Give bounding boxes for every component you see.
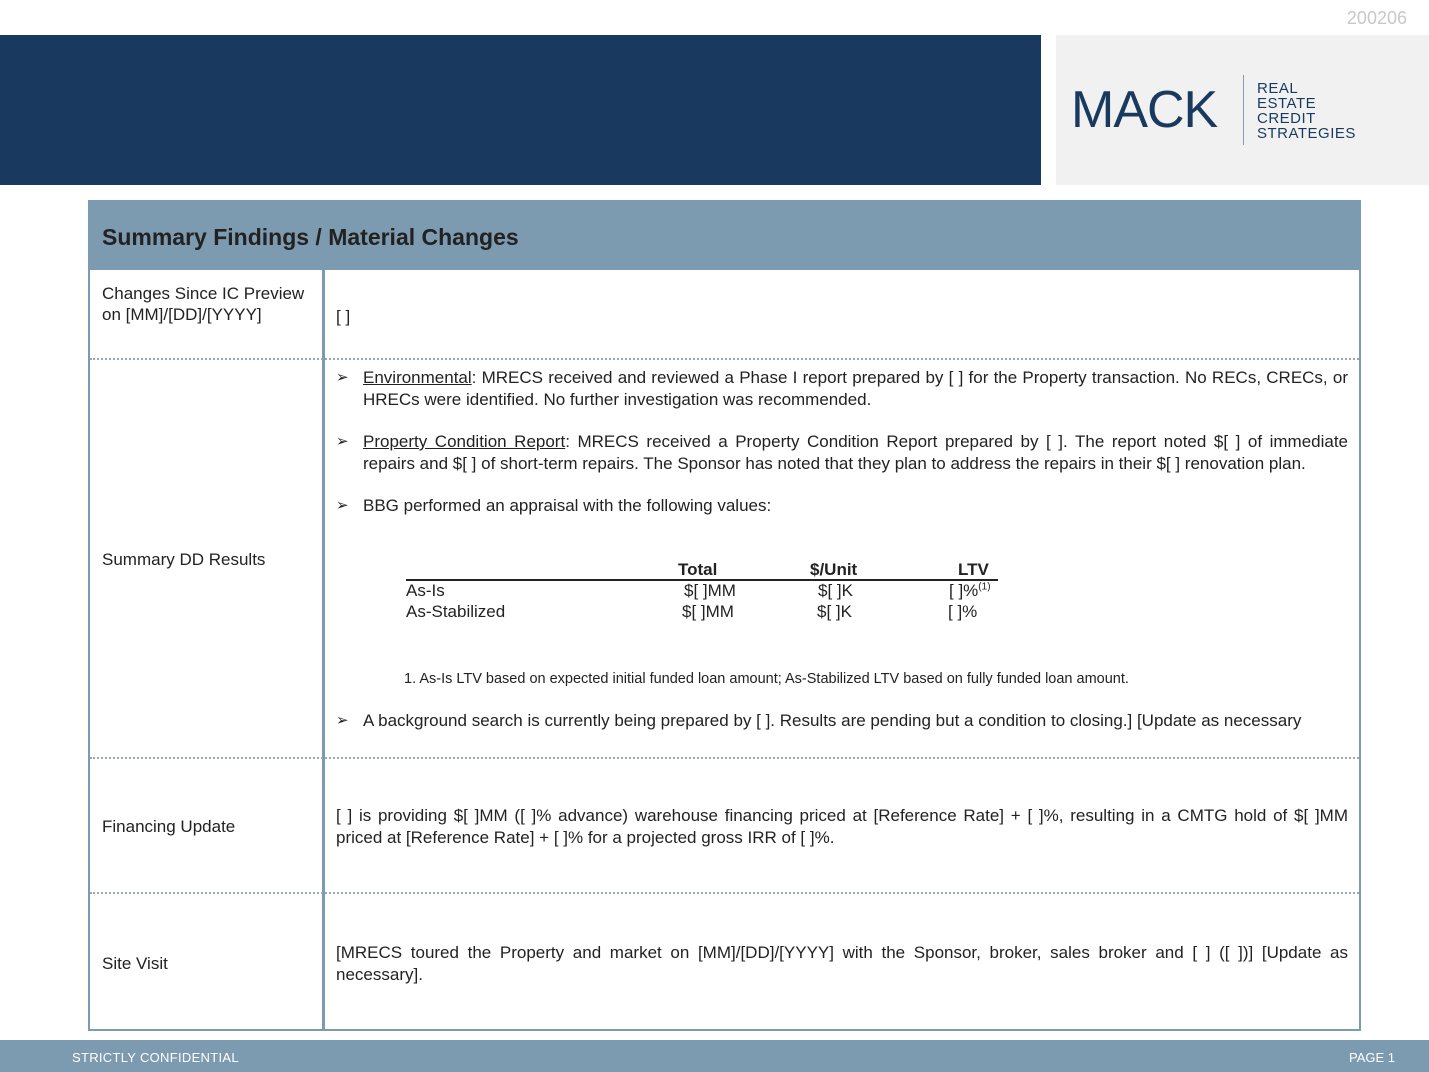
appraisal-per-unit: $[ ]K [817,602,852,621]
logo-wordmark: MACK [1071,81,1218,139]
appraisal-ltv: [ ]% [948,602,978,621]
bullet-arrow-icon: ➢ [336,497,349,514]
appraisal-footnote: 1. As-Is LTV based on expected initial funded loan amount; As-Stabilized LTV based on fully funded loan amount. [404,671,1129,687]
bullet-arrow-icon: ➢ [336,433,349,450]
summary-table [88,200,1361,1031]
pcr-text: : MRECS received a Property Condition Report prepared by [ ]. The report noted $[ ] of immediate repairs and $[ ] of short-term repairs. The Sponsor has noted that they plan to address the repairs in their $[ ] renovation plan. [363,432,1349,473]
document-number: 200206 [1346,8,1407,28]
row-divider [90,358,1359,360]
row-divider [90,757,1359,759]
confidential-notice: STRICTLY CONFIDENTIAL [72,1050,239,1065]
logo-line: CREDIT [1257,110,1316,127]
pcr-heading: Property Condition Report [363,432,566,451]
bullet-appraisal [336,495,1348,517]
appraisal-total: $[ ]MM [682,602,734,621]
company-logo [1056,35,1429,185]
row-label-site: Site Visit [102,954,168,973]
header-total: Total [678,560,718,579]
bullet-background [336,710,1348,732]
logo-subtitle [1257,81,1356,141]
logo-divider [1243,75,1244,145]
ltv-value: [ ]% [949,581,979,600]
row-divider [90,892,1359,894]
page-footer [0,1040,1429,1072]
row-content-dd [336,367,1348,538]
appraisal-intro: BBG performed an appraisal with the following values: [363,496,772,515]
row-content-financing: [ ] is providing $[ ]MM ([ ]% advance) warehouse financing priced at [Reference Rate] + [ ]%, resulting in a CMTG hold of $[ ]MM priced at [Reference Rate] + [ ]% for a projected gross IRR of [ ]%. [336,806,1348,847]
row-label-changes: Changes Since IC Preview on [MM]/[DD]/[YYYY] [102,284,305,324]
bullet-environmental [336,367,1348,410]
page-number: PAGE 1 [1348,1050,1395,1065]
logo-line: ESTATE [1257,95,1317,112]
appraisal-row [406,602,998,623]
column-divider [322,270,325,1029]
ltv-footnote-marker: (1) [978,581,991,593]
row-label-financing: Financing Update [102,817,236,836]
environmental-text: : MRECS received and reviewed a Phase I report prepared by [ ] for the Property transaction. No RECs, CRECs, or HRECs were identified. No further investigation was recommended. [363,368,1348,409]
appraisal-ltv [949,581,991,601]
table-header [90,202,1359,270]
header-band [0,35,1041,185]
appraisal-row [406,581,998,602]
appraisal-row-label: As-Is [406,581,445,600]
header-per-unit: $/Unit [810,560,858,579]
appraisal-per-unit: $[ ]K [818,581,853,600]
background-text: A background search is currently being prepared by [ ]. Results are pending but a condition to closing.] [Update as necessary [363,711,1302,730]
row-content-site: [MRECS toured the Property and market on [MM]/[DD]/[YYYY] with the Sponsor, broker, sales broker and [ ] ([ ])] [Update as necessary]. [336,943,1348,984]
bullet-arrow-icon: ➢ [336,369,349,386]
header-ltv: LTV [958,560,989,579]
appraisal-total: $[ ]MM [684,581,736,600]
logo-line: STRATEGIES [1257,125,1356,142]
appraisal-header-row [406,560,998,581]
row-content-background [336,710,1348,732]
logo-line: REAL [1257,80,1299,97]
row-content-changes: [ ] [336,307,351,326]
row-label-dd: Summary DD Results [102,550,266,569]
bullet-arrow-icon: ➢ [336,712,349,729]
bullet-pcr [336,431,1348,474]
appraisal-row-label: As-Stabilized [406,602,506,621]
environmental-heading: Environmental [363,368,472,387]
section-title: Summary Findings / Material Changes [102,224,519,250]
appraisal-table [406,560,998,623]
